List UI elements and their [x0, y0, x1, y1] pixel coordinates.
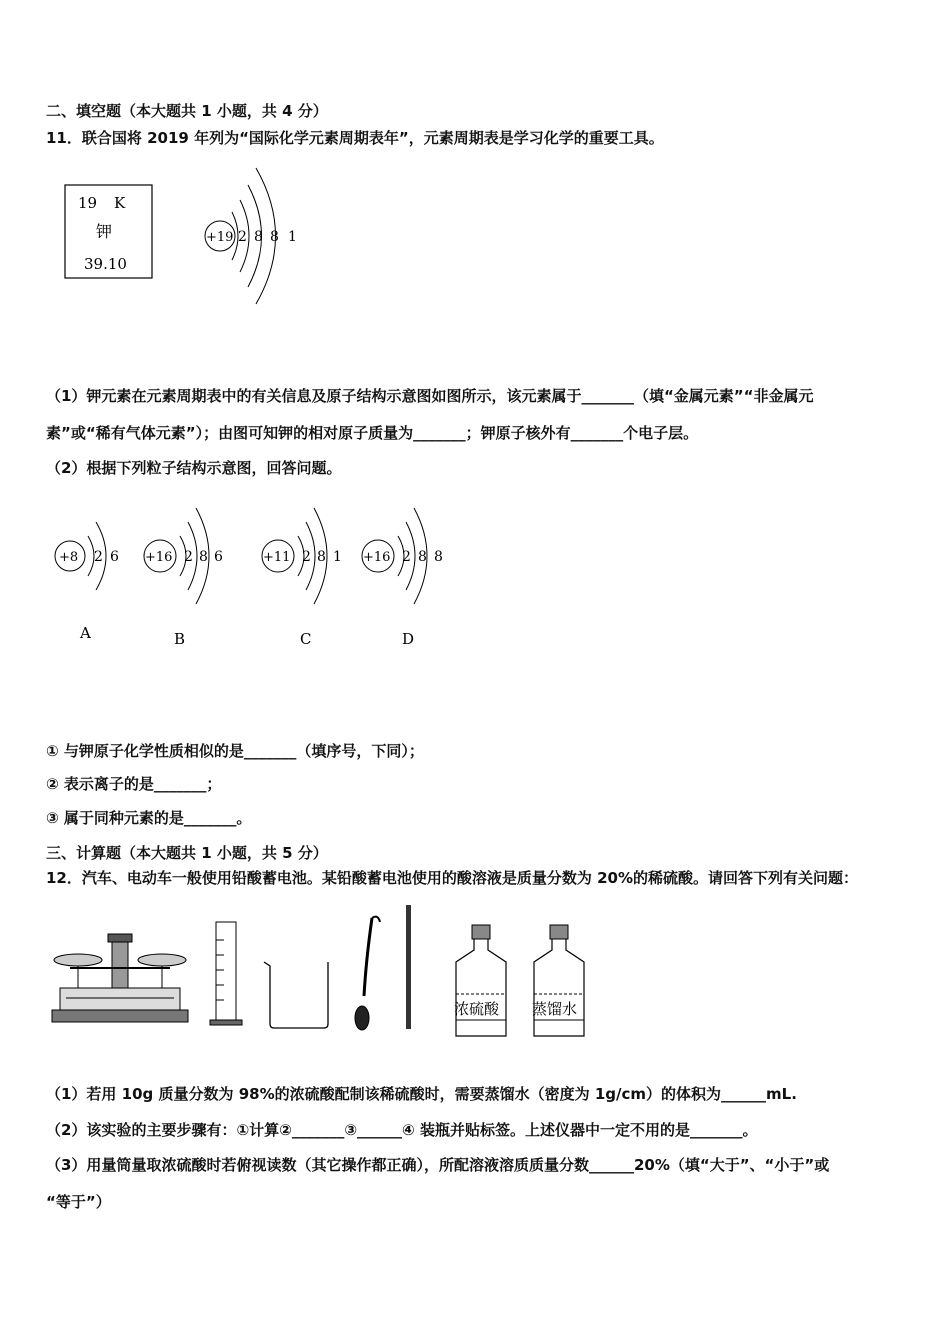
particle-d: [362, 508, 443, 648]
nucleus-charge: +19: [206, 230, 234, 245]
particle-label: C: [300, 630, 312, 648]
shell-electrons: 2: [402, 549, 411, 565]
shell-electrons: 8: [270, 229, 279, 245]
shell-electrons: 2: [94, 549, 103, 565]
q12-part1: （1）若用 10g 质量分数为 98%的浓硫酸配制该稀硫酸时，需要蒸馏水（密度为 1g/cm）的体积为______mL.: [46, 1085, 797, 1103]
shell-electrons: 1: [333, 549, 342, 565]
shell-electrons: 2: [184, 549, 193, 565]
element-name: 钾: [96, 222, 113, 241]
element-mass: 39.10: [84, 255, 127, 273]
spatula-icon: [355, 917, 380, 1030]
balance-icon: [52, 934, 188, 1022]
shell-electrons: 8: [418, 549, 427, 565]
q12-stem: 12．汽车、电动车一般使用铅酸蓄电池。某铅酸蓄电池使用的酸溶液是质量分数为 20%的稀硫酸。请回答下列有关问题：: [46, 869, 859, 887]
q11-part1-line1: （1）钾元素在元素周期表中的有关信息及原子结构示意图如图所示，该元素属于_______（填“金属元素”“非金属元: [46, 387, 814, 405]
section3-heading: 三、计算题（本大题共 1 小题，共 5 分）: [46, 844, 328, 862]
particle-b: [144, 508, 223, 648]
nucleus-charge: +16: [145, 550, 173, 565]
element-symbol: K: [114, 194, 126, 212]
q12-part3-line2: “等于”）: [46, 1193, 111, 1211]
section2-heading: 二、填空题（本大题共 1 小题，共 4 分）: [46, 102, 328, 120]
concentrated-sulfuric-acid-bottle: [454, 925, 506, 1036]
particle-label: A: [80, 624, 91, 642]
bottle-label: 蒸馏水: [532, 1000, 578, 1018]
particle-diagrams: [40, 500, 470, 660]
q12-part2: （2）该实验的主要步骤有：①计算②_______③______④ 装瓶并贴标签。上述仪器中一定不用的是_______。: [46, 1121, 758, 1139]
particle-a: [55, 522, 119, 642]
shell-electrons: 8: [317, 549, 326, 565]
nucleus-charge: +8: [59, 550, 79, 565]
particle-label: D: [402, 630, 415, 648]
shell-electrons: 1: [288, 229, 297, 245]
sub-question-1: ① 与钾原子化学性质相似的是_______（填序号，下同）；: [46, 742, 424, 760]
shell-electrons: 2: [302, 549, 311, 565]
glass-rod-icon: [406, 905, 411, 1029]
lab-apparatus: [48, 900, 608, 1045]
shell-electrons: 8: [199, 549, 208, 565]
particle-c: [262, 508, 342, 648]
shell-electrons: 6: [110, 549, 119, 565]
graduated-cylinder-icon: [210, 922, 242, 1025]
potassium-figure: [60, 160, 320, 310]
nucleus-charge: +11: [263, 550, 291, 565]
q12-part3-line1: （3）用量筒量取浓硫酸时若俯视读数（其它操作都正确），所配溶液溶质质量分数______20%（填“大于”、“小于”或: [46, 1156, 830, 1174]
distilled-water-bottle: [532, 925, 584, 1036]
bottle-label: 浓硫酸: [454, 1000, 500, 1018]
shell-electrons: 8: [434, 549, 443, 565]
q11-part1-line2: 素”或“稀有气体元素”）；由图可知钾的相对原子质量为_______；钾原子核外有_______个电子层。: [46, 424, 699, 442]
sub-question-2: ② 表示离子的是_______；: [46, 775, 222, 793]
shell-electrons: 8: [254, 229, 263, 245]
particle-label: B: [174, 630, 186, 648]
q11-part2: （2）根据下列粒子结构示意图，回答问题。: [46, 459, 342, 477]
shell-electrons: 6: [214, 549, 223, 565]
q11-stem: 11．联合国将 2019 年列为“国际化学元素周期表年”，元素周期表是学习化学的重要工具。: [46, 129, 664, 147]
sub-question-3: ③ 属于同种元素的是_______。: [46, 809, 252, 827]
beaker-icon: [264, 962, 328, 1028]
element-number: 19: [78, 194, 98, 212]
shell-electrons: 2: [238, 229, 247, 245]
nucleus-charge: +16: [363, 550, 391, 565]
